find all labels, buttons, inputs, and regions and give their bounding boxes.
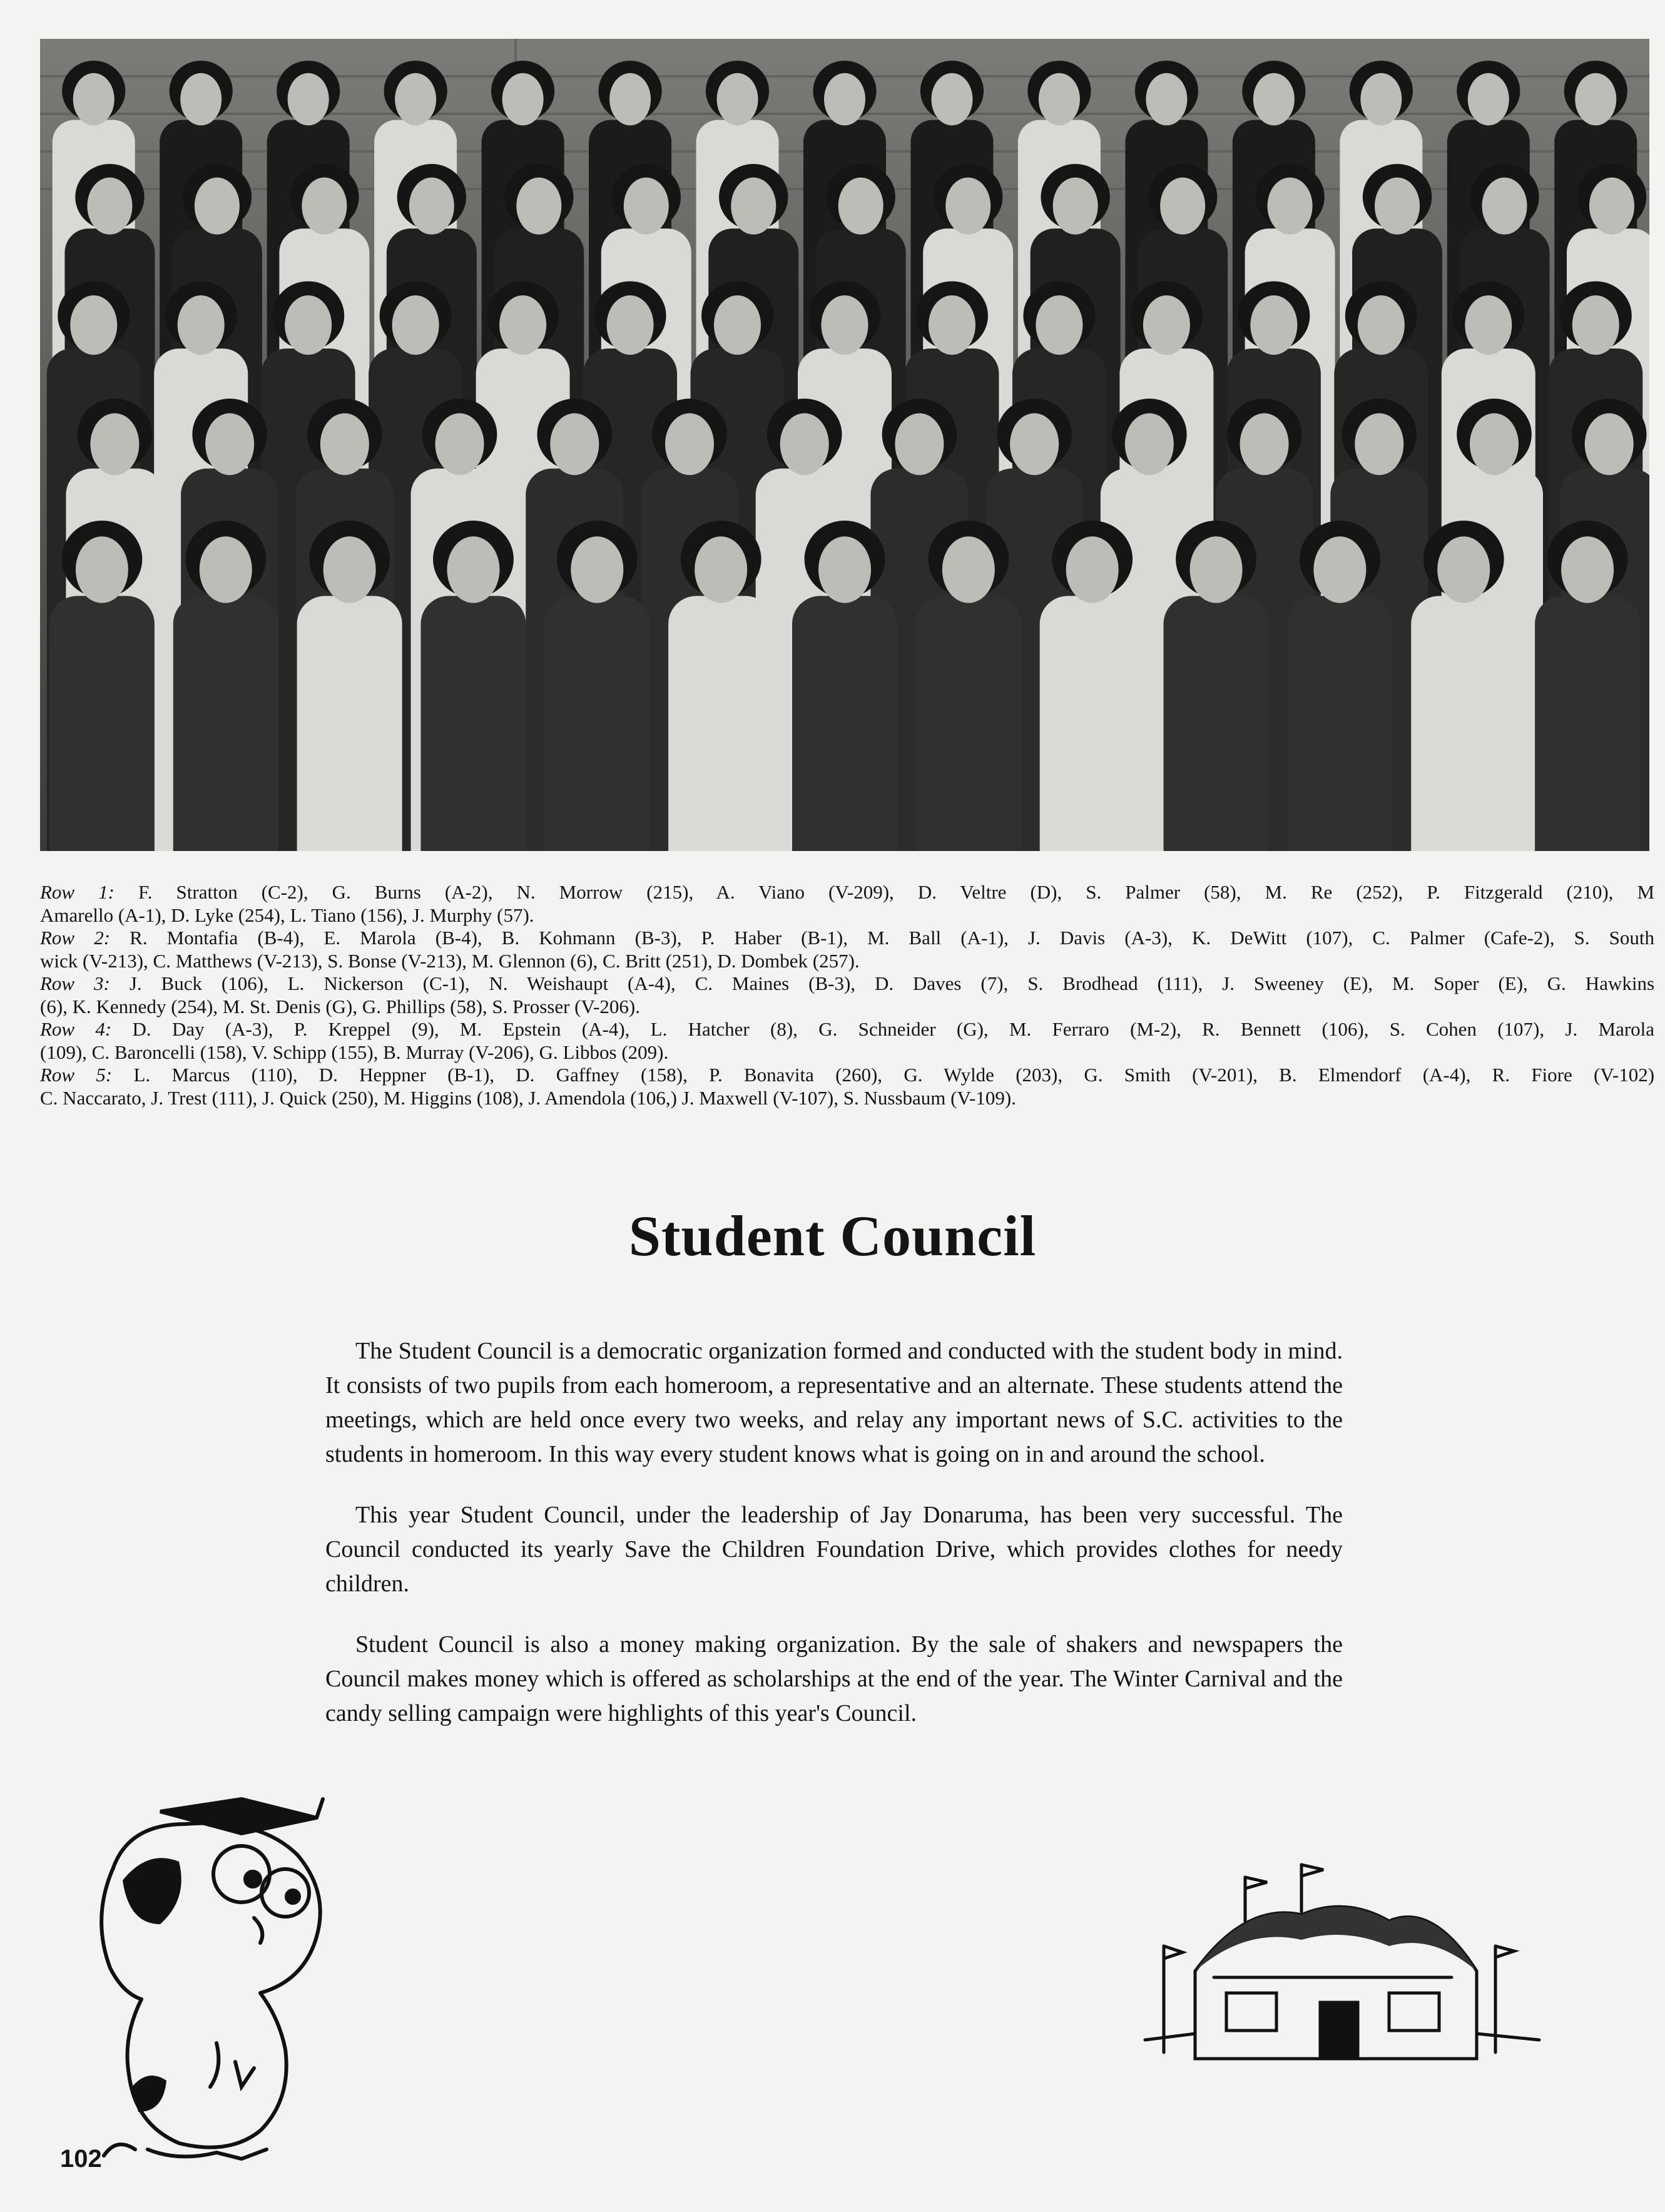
person-face [409,178,454,235]
caption-text: C. Naccarato, J. Trest (111), J. Quick (250), M. Higgins (108), J. Amendola (106,) J. Maxwell (V-107), S. Nussbaum (V-109). [40,1086,1016,1109]
person-face [87,178,132,235]
person-face [1053,178,1098,235]
person-face [285,295,332,355]
person-face [609,73,651,126]
person-face [1036,295,1082,355]
page-title: Student Council [628,1204,1037,1268]
caption-text: wick (V-213), C. Matthews (V-213), S. Bonse (V-213), M. Glennon (6), C. Britt (251), D. Dombek (257). [40,949,860,972]
caption-row-3-line-2 [40,996,1654,1019]
person-face [931,73,972,126]
person-face [1240,413,1289,475]
person-body [1164,596,1269,851]
caption-text: R. Montafia (B-4), E. Marola (B-4), B. Kohmann (B-3), P. Haber (B-1), M. Ball (A-1), J. Davis (A-3), K. DeWitt (107), C. Palmer (Cafe-2), S. South [130,927,1654,949]
person-face [180,73,221,126]
person-face [1437,536,1490,603]
caption-text: (109), C. Baroncelli (158), V. Schipp (155), B. Murray (V-206), G. Libbos (209). [40,1041,669,1063]
person-face [205,413,254,475]
person-body [49,596,155,851]
person-body [297,596,402,851]
caption-row-2-line-1 [40,927,1654,950]
photo-caption [40,881,1654,1109]
person-body [1287,596,1392,851]
person-face [320,413,369,475]
person-face [516,178,561,235]
person-face [1010,413,1059,475]
person-face [1160,178,1205,235]
caption-row-1-line-2 [40,904,1654,927]
person-face [395,73,436,126]
person-face [929,295,975,355]
row-label: Row 1: [40,881,115,903]
person-face [1575,73,1616,126]
person-face [731,178,776,235]
caption-text: L. Marcus (110), D. Heppner (B-1), D. Gaffney (158), P. Bonavita (260), G. Wylde (203), G. Smith (V-201), B. Elmendorf (A-4), R. Fiore (V-102) [133,1064,1654,1086]
person-face [1465,295,1512,355]
person-face [323,536,376,603]
person-face [945,178,990,235]
person-face [1268,178,1313,235]
person-face [717,73,758,126]
caption-row-1-line-1 [40,881,1654,904]
person-face [1253,73,1295,126]
person-face [73,73,115,126]
person-face [90,413,139,475]
person-face [942,536,995,603]
group-photo [40,39,1649,851]
person-face [1589,178,1634,235]
person-face [695,536,747,603]
caption-row-2-line-2 [40,950,1654,973]
caption-text: D. Day (A-3), P. Kreppel (9), M. Epstein (A-4), L. Hatcher (8), G. Schneider (G), M. Ferraro (M-2), R. Bennett (106), S. Cohen (107), J. Marola [132,1018,1654,1040]
person-face [1039,73,1080,126]
person-face [200,536,252,603]
person-face [1250,295,1297,355]
person-face [550,413,599,475]
person-body [1411,596,1516,851]
person-face [714,295,761,355]
person-face [435,413,484,475]
page-number: 102 [60,2145,102,2173]
person-face [607,295,654,355]
person-body [1040,596,1145,851]
person-face [1143,295,1190,355]
person-face [1146,73,1187,126]
row-label: Row 2: [40,927,111,949]
person-face [1468,73,1509,126]
person-face [1190,536,1243,603]
row-label: Row 5: [40,1064,113,1086]
caption-row-4-line-2 [40,1041,1654,1064]
person-face [895,413,944,475]
person-face [1585,413,1634,475]
group-photo-illustration [40,39,1649,851]
person-face [76,536,128,603]
person-body [668,596,773,851]
caption-row-3-line-1 [40,972,1654,996]
person-face [1470,413,1519,475]
person-face [1572,295,1619,355]
article-body [325,1334,1343,1757]
row-label: Row 3: [40,972,110,994]
person-body [916,596,1021,851]
person-body [1535,596,1640,851]
person-body [544,596,649,851]
paragraph: The Student Council is a democratic organization formed and conducted with the student body in mind. It consists of two pupils from each homeroom, a representative and an alternate. These students attend the meetings, which are held once every two weeks, and relay any important news of S.C. activities to the students in homeroom. In this way every student knows what is going on in and around the school. [325,1338,1343,1467]
person-face [780,413,829,475]
person-face [1375,178,1420,235]
caption-row-5-line-2 [40,1087,1654,1110]
person-face [70,295,117,355]
person-face [502,73,544,126]
person-face [1125,413,1174,475]
person-face [822,295,868,355]
person-face [178,295,225,355]
caption-text: (6), K. Kennedy (254), M. St. Denis (G), G. Phillips (58), S. Prosser (V-206). [40,995,640,1017]
person-face [824,73,865,126]
paragraph: This year Student Council, under the leadership of Jay Donaruma, has been very successful. The Council conducted its yearly Save the Children Foundation Drive, which provides clothes for needy children. [325,1502,1343,1597]
carnival-tent-icon [1139,1852,1545,2071]
caption-row-5-line-1 [40,1064,1654,1087]
caption-text: F. Stratton (C-2), G. Burns (A-2), N. Morrow (215), A. Viano (V-209), D. Veltre (D), S. Palmer (58), M. Re (252), P. Fitzgerald (210), M [138,881,1654,903]
person-face [571,536,623,603]
caption-text: Amarello (A-1), D. Lyke (254), L. Tiano (156), J. Murphy (57). [40,904,534,926]
person-face [392,295,439,355]
person-face [624,178,669,235]
person-body [792,596,897,851]
person-body [173,596,278,851]
person-face [1358,295,1405,355]
paragraph: Student Council is also a money making organization. By the sale of shakers and newspapers the Council makes money which is offered as scholarships at the end of the year. The Winter Carnival and the candy selling campaign were highlights of this year's Council. [325,1631,1343,1726]
caption-text: J. Buck (106), L. Nickerson (C-1), N. Weishaupt (A-4), C. Maines (B-3), D. Daves (7), S. Brodhead (111), J. Sweeney (E), M. Soper (E), G. Hawkins [129,972,1654,994]
person-face [499,295,546,355]
person-face [838,178,883,235]
person-face [1313,536,1366,603]
person-face [288,73,329,126]
person-face [818,536,871,603]
person-face [1355,413,1403,475]
row-label: Row 4: [40,1018,112,1040]
person-face [447,536,499,603]
owl-graduate-icon [54,1774,442,2174]
caption-row-4-line-1 [40,1018,1654,1041]
person-body [420,596,526,851]
person-face [1360,73,1402,126]
person-face [1482,178,1527,235]
person-face [302,178,347,235]
person-face [1066,536,1119,603]
person-face [195,178,240,235]
person-face [665,413,714,475]
person-face [1561,536,1614,603]
